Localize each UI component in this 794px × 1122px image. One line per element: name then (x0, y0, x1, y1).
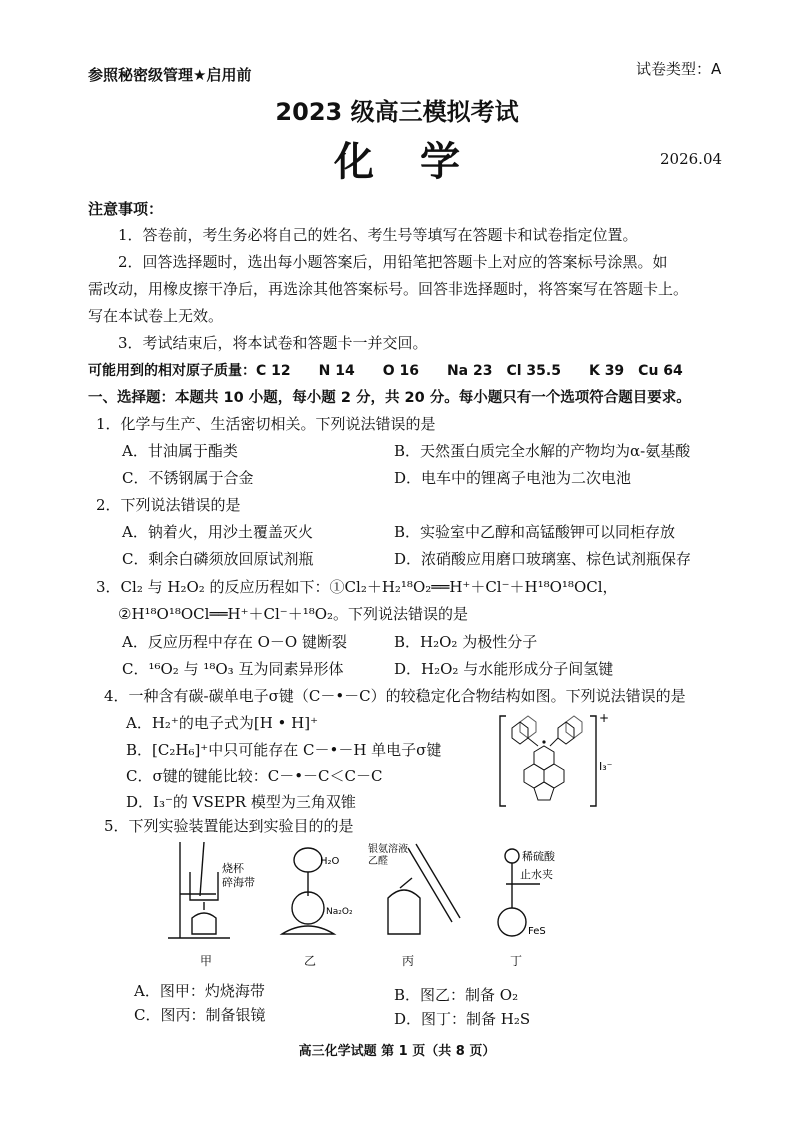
q2-option-c: C．剩余白磷须放回原试剂瓶 (122, 550, 314, 568)
notes-heading: 注意事项： (88, 200, 164, 218)
q1-option-b: B．天然蛋白质完全水解的产物均为α-氨基酸 (394, 442, 691, 460)
q4-option-c: C．σ键的键能比较：C－•－C＜C－C (126, 767, 383, 785)
question-2-stem: 2．下列说法错误的是 (96, 496, 241, 514)
left-bracket (500, 716, 506, 806)
q2-option-d: D．浓硝酸应用磨口玻璃塞、棕色试剂瓶保存 (394, 550, 692, 568)
page-title: 2023 级高三模拟考试 (275, 98, 519, 126)
right-bracket (590, 716, 596, 806)
caption-yi: 乙 (304, 954, 317, 968)
q4-option-a: A．H₂⁺的电子式为[H • H]⁺ (126, 714, 319, 732)
label-silver-ammonia: 银氨溶液、 (368, 844, 418, 855)
note-item: 需改动，用橡皮擦干净后，再选涂其他答案标号。回答非选择题时，将答案写在答题卡上。 (88, 280, 689, 298)
exam-date: 2026.04 (660, 150, 723, 168)
q5-option-c: C．图丙：制备银镜 (134, 1006, 266, 1024)
q5-option-b: B．图乙：制备 O₂ (394, 986, 519, 1004)
caption-ding: 丁 (510, 954, 523, 968)
label-dilute-sulfuric-acid: 稀硫酸 (522, 850, 555, 863)
ring-system (512, 716, 582, 800)
q3-option-a: A．反应历程中存在 O－O 键断裂 (122, 633, 347, 651)
q3-option-d: D．H₂O₂ 与水能形成分子间氢键 (394, 660, 614, 678)
q4-option-b: B．[C₂H₆]⁺中只可能存在 C－•－H 单电子σ键 (126, 741, 442, 759)
caption-bing: 丙 (402, 954, 415, 968)
q1-option-a: A．甘油属于酯类 (122, 442, 238, 460)
page-footer: 高三化学试题 第 1 页（共 8 页） (298, 1044, 496, 1059)
q1-option-c: C．不锈钢属于合金 (122, 469, 254, 487)
label-water-clamp: 止水夹 (520, 868, 553, 881)
note-item: 3．考试结束后，将本试卷和答题卡一并交回。 (118, 334, 428, 352)
caption-jia: 甲 (200, 954, 213, 968)
figure-charge: + (599, 712, 610, 725)
apparatus-bing (388, 844, 460, 934)
q3-option-b: B．H₂O₂ 为极性分子 (394, 633, 538, 651)
q1-option-d: D．电车中的锂离子电池为二次电池 (394, 469, 632, 487)
note-item: 1．答卷前，考生务必将自己的姓名、考生号等填写在答题卡和试卷指定位置。 (118, 226, 638, 244)
question-3-stem-b: ②H¹⁸O¹⁸OCl══H⁺＋Cl⁻＋¹⁸O₂。下列说法错误的是 (118, 605, 469, 623)
note-item: 2．回答选择题时，选出每小题答案后，用铅笔把答题卡上对应的答案标号涂黑。如 (118, 253, 668, 271)
label-water: H₂O (320, 856, 340, 867)
note-item: 写在本试卷上无效。 (88, 307, 224, 325)
section-heading: 一、选择题：本题共 10 小题，每小题 2 分，共 20 分。每小题只有一个选项符合题目要求。 (88, 390, 691, 406)
question-3-stem-a: 3．Cl₂ 与 H₂O₂ 的反应历程如下：①Cl₂＋H₂¹⁸O₂══H⁺＋Cl⁻＋H¹⁸O¹⁸OCl， (96, 578, 618, 596)
label-fes: FeS (528, 926, 546, 937)
q2-option-a: A．钠着火，用沙土覆盖灭火 (122, 523, 313, 541)
figure-counterion: I₃⁻ (599, 760, 613, 773)
label-seaweed: 碎海带 (222, 876, 255, 889)
atomic-mass-line: 可能用到的相对原子质量：C 12 N 14 O 16 Na 23 Cl 35.5 K 39 Cu 64 (88, 363, 683, 379)
paper-type: 试卷类型：A (636, 60, 722, 78)
q3-option-c: C．¹⁶O₂ 与 ¹⁸O₃ 互为同素异形体 (122, 660, 344, 678)
q5-option-d: D．图丁：制备 H₂S (394, 1010, 531, 1028)
subject-title: 化学 (334, 139, 506, 185)
question-5-stem: 5．下列实验装置能达到实验目的的是 (104, 817, 354, 835)
q2-option-b: B．实验室中乙醇和高锰酸钾可以同柜存放 (394, 523, 676, 541)
label-acetaldehyde: 乙醛 (368, 856, 388, 867)
apparatus-jia (168, 842, 230, 938)
question-4-stem: 4．一种含有碳-碳单电子σ键（C－•－C）的较稳定化合物结构如图。下列说法错误的是 (104, 687, 686, 705)
q5-apparatus-figure (160, 838, 560, 948)
q5-option-a: A．图甲：灼烧海带 (134, 982, 265, 1000)
q4-option-d: D．I₃⁻的 VSEPR 模型为三角双锥 (126, 793, 356, 811)
secrecy-label: 参照秘密级管理★启用前 (88, 66, 252, 84)
label-na2o2: Na₂O₂ (326, 907, 353, 917)
q4-structure-figure (498, 712, 628, 812)
label-beaker: 烧杯 (222, 862, 244, 875)
question-1-stem: 1．化学与生产、生活密切相关。下列说法错误的是 (96, 415, 436, 433)
single-electron-dot (542, 740, 545, 743)
